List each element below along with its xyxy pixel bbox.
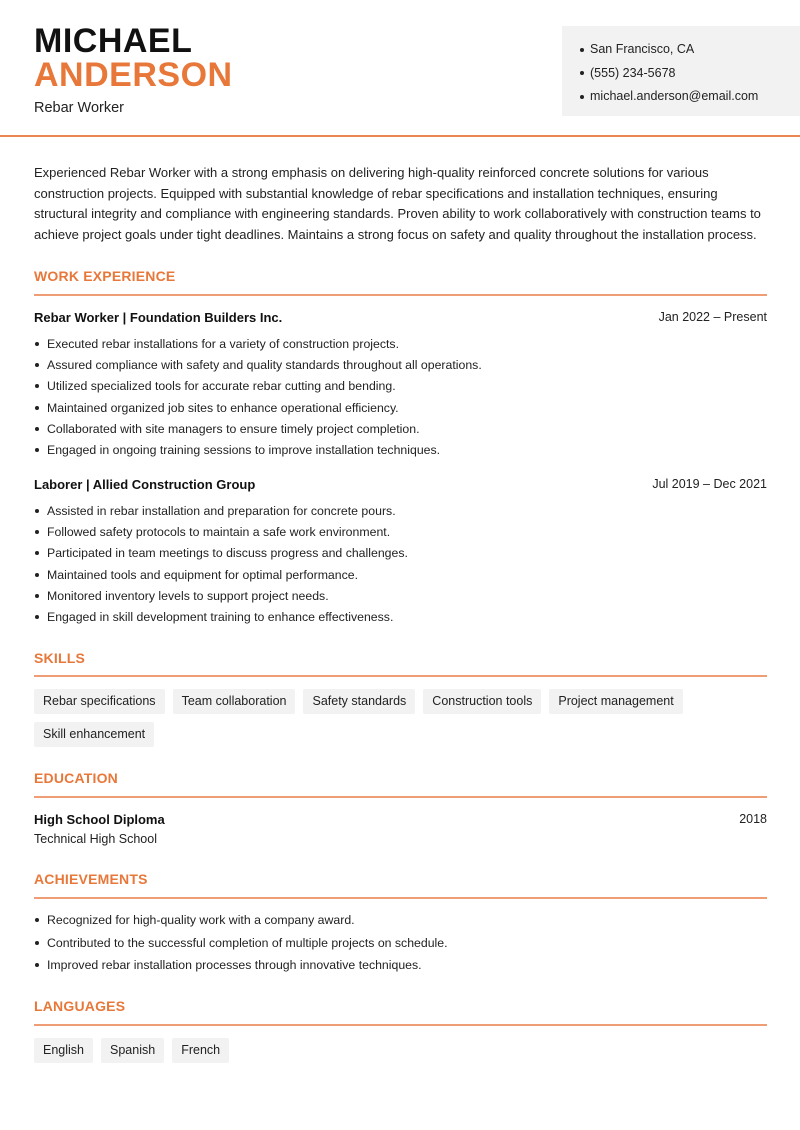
bullet-icon [35, 615, 39, 619]
list-item-text: Assured compliance with safety and quality standards throughout all operations. [47, 357, 482, 372]
list-item [34, 954, 764, 977]
last-name: ANDERSON [34, 56, 233, 94]
list-item-text: Executed rebar installations for a variety of construction projects. [47, 336, 399, 351]
list-item-text: Assisted in rebar installation and preparation for concrete pours. [47, 503, 396, 518]
language-chip: Spanish [101, 1038, 164, 1063]
bullet-icon [35, 551, 39, 555]
bullet-icon [35, 573, 39, 577]
list-item [34, 397, 764, 418]
list-item-text: Maintained tools and equipment for optimal performance. [47, 567, 359, 582]
bullet-icon [35, 530, 39, 534]
list-item [34, 376, 764, 397]
bullet-icon [35, 963, 39, 967]
list-item-text: Maintained organized job sites to enhance operational efficiency. [47, 400, 399, 415]
bullet-icon [35, 427, 39, 431]
achievements-heading: ACHIEVEMENTS [34, 871, 148, 887]
language-chip: English [34, 1038, 93, 1063]
bullet-icon [35, 384, 39, 388]
contact-email [580, 85, 800, 109]
list-item-text: Monitored inventory levels to support project needs. [47, 588, 329, 603]
education-school: Technical High School [34, 832, 157, 846]
job-bullets [34, 500, 764, 628]
contact-location [580, 38, 800, 62]
skill-chip: Safety standards [303, 689, 415, 714]
skill-chip: Project management [549, 689, 682, 714]
bullet-icon [35, 448, 39, 452]
list-item [34, 585, 764, 606]
first-name: MICHAEL [34, 22, 193, 60]
list-item [34, 909, 764, 932]
job-role: Rebar Worker [34, 100, 124, 116]
section-divider [34, 675, 767, 677]
contact-phone [580, 62, 800, 86]
bullet-icon [35, 918, 39, 922]
section-divider [34, 897, 767, 899]
list-item-text: Collaborated with site managers to ensure timely project completion. [47, 421, 420, 436]
list-item [34, 500, 764, 521]
work-experience-heading: WORK EXPERIENCE [34, 268, 176, 284]
list-item [34, 439, 764, 460]
contact-location-text: San Francisco, CA [590, 42, 695, 56]
languages-heading: LANGUAGES [34, 998, 126, 1014]
list-item [34, 333, 764, 354]
education-degree: High School Diploma [34, 812, 165, 827]
skill-chip: Rebar specifications [34, 689, 165, 714]
bullet-icon [35, 941, 39, 945]
contact-phone-text: (555) 234-5678 [590, 65, 676, 80]
list-item [34, 354, 764, 375]
job-title: Laborer | Allied Construction Group [34, 477, 256, 492]
bullet-icon [35, 363, 39, 367]
section-divider [34, 1024, 767, 1026]
job-date: Jul 2019 – Dec 2021 [652, 477, 767, 491]
bullet-icon [35, 509, 39, 513]
list-item [34, 418, 764, 439]
skill-chip: Team collaboration [173, 689, 296, 714]
language-chip: French [172, 1038, 229, 1063]
list-item-text: Improved rebar installation processes through innovative techniques. [47, 958, 422, 973]
bullet-icon [580, 95, 584, 99]
job-date: Jan 2022 – Present [658, 310, 767, 324]
bullet-icon [580, 48, 584, 52]
job-title: Rebar Worker | Foundation Builders Inc. [34, 310, 283, 325]
skills-heading: SKILLS [34, 650, 85, 666]
education-year: 2018 [739, 812, 767, 826]
job-bullets [34, 333, 764, 461]
list-item-text: Engaged in skill development training to enhance effectiveness. [47, 610, 394, 625]
list-item-text: Participated in team meetings to discuss progress and challenges. [47, 546, 408, 561]
section-divider [34, 294, 767, 296]
summary-paragraph: Experienced Rebar Worker with a strong emphasis on delivering high-quality reinforced concrete solutions for various construction projects. Equipped with substantial knowledge of rebar specifications and installation techniques, ensuring structural integrity and compliance with engineering standards. Proven ability to work collaboratively with construction teams to achieve project goals under tight deadlines. Maintains a strong focus on safety and quality throughout the installation process. [34, 165, 761, 243]
list-item-text: Followed safety protocols to maintain a safe work environment. [47, 524, 391, 539]
list-item-text: Contributed to the successful completion of multiple projects on schedule. [47, 935, 448, 950]
achievements-list [34, 909, 764, 977]
skills-chips [34, 689, 774, 747]
section-divider [34, 796, 767, 798]
skill-chip: Construction tools [423, 689, 541, 714]
education-heading: EDUCATION [34, 770, 118, 786]
bullet-icon [35, 594, 39, 598]
list-item-text: Engaged in ongoing training sessions to improve installation techniques. [47, 443, 441, 458]
list-item [34, 606, 764, 627]
contact-box [562, 26, 800, 116]
resume-header [0, 0, 800, 137]
list-item-text: Recognized for high-quality work with a company award. [47, 913, 355, 928]
bullet-icon [35, 406, 39, 410]
skill-chip: Skill enhancement [34, 722, 154, 747]
bullet-icon [35, 342, 39, 346]
languages-chips [34, 1038, 774, 1063]
list-item [34, 543, 764, 564]
contact-email-text: michael.anderson@email.com [590, 89, 759, 103]
list-item [34, 521, 764, 542]
list-item [34, 564, 764, 585]
bullet-icon [580, 71, 584, 75]
list-item [34, 932, 764, 955]
list-item-text: Utilized specialized tools for accurate rebar cutting and bending. [47, 379, 396, 394]
